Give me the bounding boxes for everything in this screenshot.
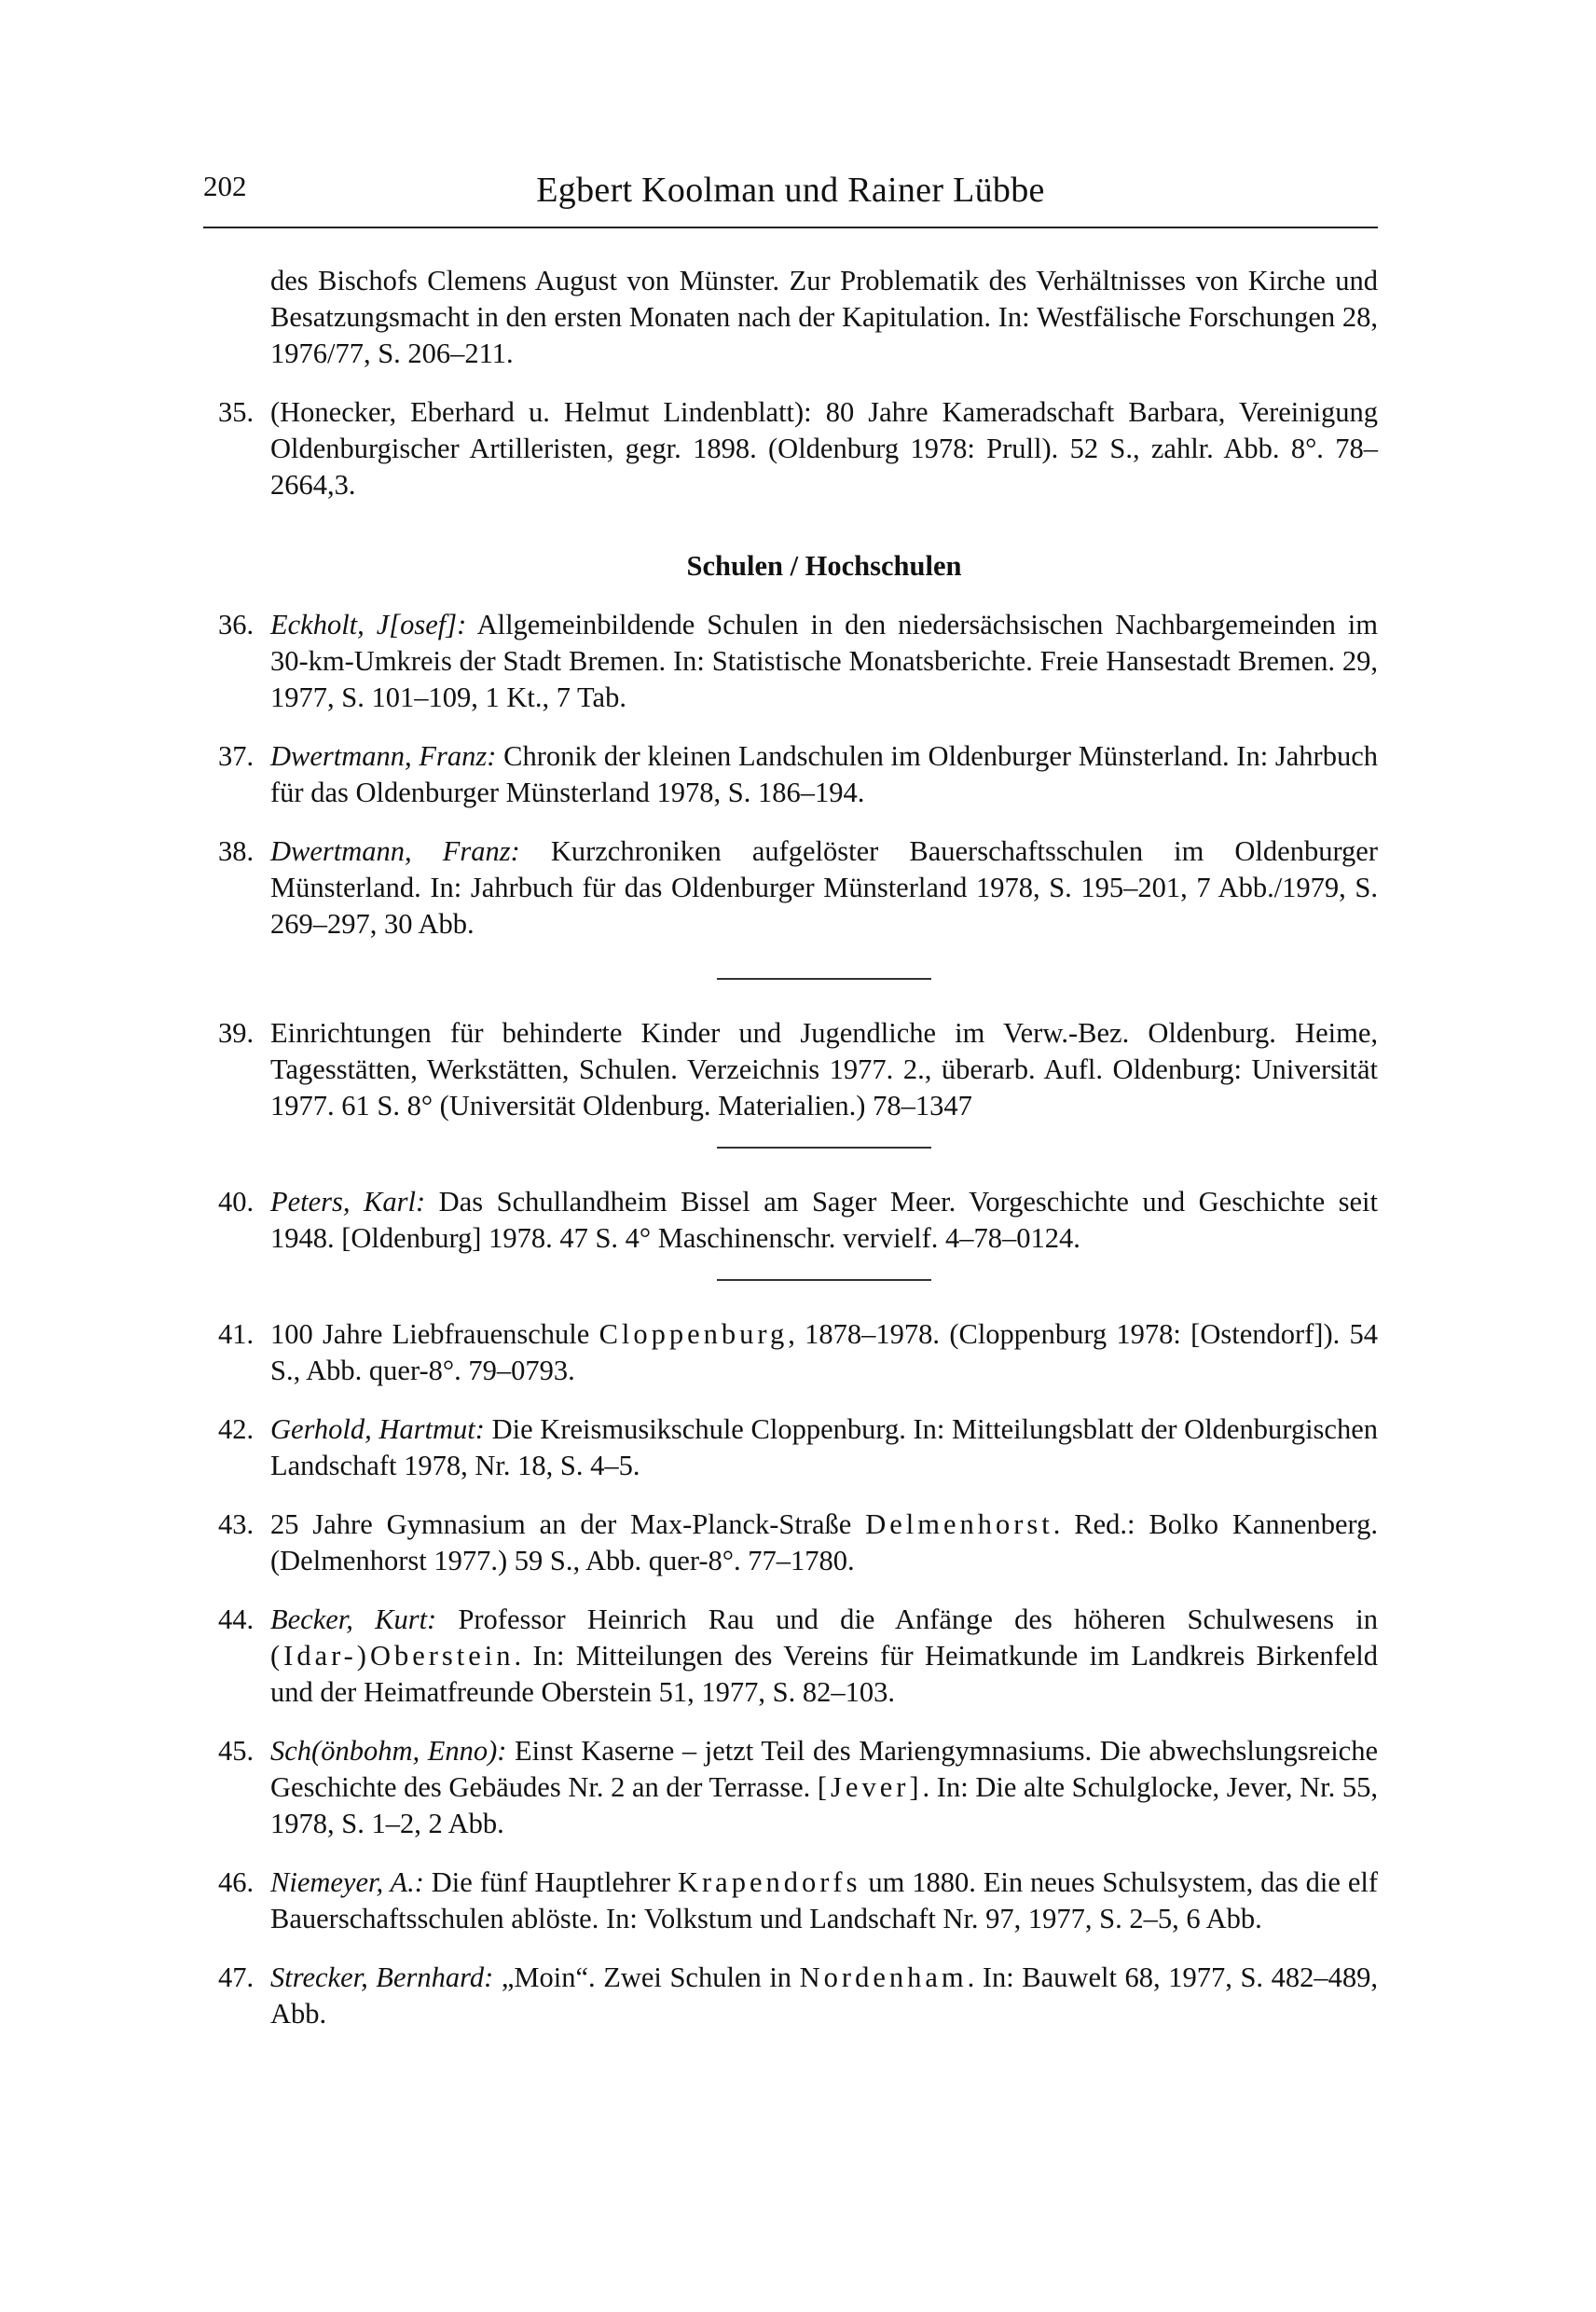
entry-number: 45.	[218, 1735, 255, 1767]
entry-text: 25 Jahre Gymnasium an der Max-Planck-Straße	[270, 1508, 866, 1540]
entry-text: „Moin“. Zwei Schulen in	[493, 1961, 800, 1993]
entry-number: 35.	[218, 396, 255, 428]
bib-entry-47	[203, 1960, 1378, 2032]
entry-number: 37.	[218, 740, 255, 772]
separator-rule	[717, 978, 931, 980]
bib-entry-38	[203, 833, 1378, 943]
entry-author: Eckholt, J[osef]:	[270, 609, 467, 640]
entry-text: Die fünf Hauptlehrer	[423, 1866, 678, 1898]
separator-rule	[717, 1279, 931, 1281]
spaced-place-name: Delmenhorst	[865, 1508, 1053, 1540]
entry-text: Das Schullandheim Bissel am Sager Meer. Vorgeschichte und Geschichte seit 1948. [Oldenburg] 1978. 47 S. 4° Maschinenschr. vervielf. 4–78–0124.	[270, 1186, 1378, 1254]
entry-author: Sch(önbohm, Enno):	[270, 1735, 507, 1767]
entry-number: 39.	[218, 1017, 255, 1049]
spaced-place-name: Krapendorfs	[678, 1866, 861, 1898]
bib-entry-46	[203, 1865, 1378, 1937]
bib-entry-40	[203, 1184, 1378, 1257]
entry-author: Dwertmann, Franz:	[270, 740, 497, 772]
entry-number: 44.	[218, 1603, 255, 1635]
entry-text: . In: Die alte Schulglocke, Jever, Nr. 55, 1978, S. 1–2, 2 Abb.	[270, 1771, 1378, 1839]
bib-entry-37	[203, 738, 1378, 811]
entry-number: 43.	[218, 1508, 255, 1540]
entry-author: Niemeyer, A.:	[270, 1866, 424, 1898]
bib-entry-45	[203, 1733, 1378, 1842]
running-head: Egbert Koolman und Rainer Lübbe	[536, 171, 1045, 210]
entry-number: 47.	[218, 1961, 255, 1993]
page-number: 202	[203, 170, 247, 202]
entry-text: Einst Kaserne – jetzt Teil des Mariengymnasiums. Die abwechslungsreiche Geschichte des Gebäudes Nr. 2 an der Terrasse.	[270, 1735, 1378, 1803]
entry-author: Dwertmann, Franz:	[270, 835, 520, 867]
bibliography-list	[203, 263, 1378, 2032]
entry-number: 38.	[218, 835, 255, 867]
entry-text: . Red.: Bolko Kannenberg. (Delmenhorst 1977.) 59 S., Abb. quer-8°. 77–1780.	[270, 1508, 1378, 1576]
entry-text: . In: Mitteilungen des Vereins für Heimatkunde im Landkreis Birkenfeld und der Heimatfreunde Oberstein 51, 1977, S. 82–103.	[270, 1640, 1378, 1708]
continuation-text: des Bischofs Clemens August von Münster. Zur Problematik des Verhältnisses von Kirche und Besatzungsmacht in den ersten Monaten nach der Kapitulation. In: Westfälische Forschungen 28, 1976/77, S. 206–211.	[270, 265, 1378, 369]
entry-text: Einrichtungen für behinderte Kinder und Jugendliche im Verw.-Bez. Oldenburg. Heime, Tagesstätten, Werkstätten, Schulen. Verzeichnis 1977. 2., überarb. Aufl. Oldenburg: Universität 1977. 61 S. 8° (Universität Oldenburg. Materialien.) 78–1347	[270, 1017, 1378, 1122]
entry-author: Strecker, Bernhard:	[270, 1961, 494, 1993]
entry-number: 36.	[218, 609, 255, 640]
entry-text: Professor Heinrich Rau und die Anfänge des höheren Schulwesens in	[436, 1603, 1378, 1635]
entry-text: Chronik der kleinen Landschulen im Oldenburger Münsterland. In: Jahrbuch für das Oldenburger Münsterland 1978, S. 186–194.	[270, 740, 1378, 808]
spaced-place-name: (Idar-)Oberstein	[270, 1640, 515, 1672]
entry-text: Die Kreismusikschule Cloppenburg. In: Mitteilungsblatt der Oldenburgischen Landschaft 1978, Nr. 18, S. 4–5.	[270, 1413, 1378, 1481]
spaced-place-name: Cloppenburg	[598, 1318, 789, 1350]
entry-number: 46.	[218, 1866, 255, 1898]
bib-entry-36	[203, 607, 1378, 716]
entry-text: Kurzchroniken aufgelöster Bauerschaftsschulen im Oldenburger Münsterland. In: Jahrbuch für das Oldenburger Münsterland 1978, S. 195–201, 7 Abb./1979, S. 269–297, 30 Abb.	[270, 835, 1378, 940]
bib-entry-39	[203, 1015, 1378, 1124]
entry-number: 41.	[218, 1318, 255, 1350]
spaced-place-name: [Jever]	[817, 1771, 923, 1803]
entry-text: Allgemeinbildende Schulen in den niedersächsischen Nachbargemeinden im 30-km-Umkreis der Stadt Bremen. In: Statistische Monatsberichte. Freie Hansestadt Bremen. 29, 1977, S. 101–109, 1 Kt., 7 Tab.	[270, 609, 1379, 713]
header-rule	[203, 227, 1378, 228]
entry-number: 40.	[218, 1186, 255, 1218]
entry-text: 100 Jahre Liebfrauenschule	[270, 1318, 599, 1350]
spaced-place-name: Nordenham	[799, 1961, 968, 1993]
entry-text: (Honecker, Eberhard u. Helmut Lindenblatt): 80 Jahre Kameradschaft Barbara, Vereinigung Oldenburgischer Artilleristen, gegr. 1898. (Oldenburg 1978: Prull). 52 S., zahlr. Abb. 8°. 78–2664,3.	[270, 396, 1378, 501]
entry-author: Becker, Kurt:	[270, 1603, 437, 1635]
entry-number: 42.	[218, 1413, 255, 1445]
entry-text: . In: Bauwelt 68, 1977, S. 482–489, Abb.	[270, 1961, 1379, 2030]
entry-author: Gerhold, Hartmut:	[270, 1413, 485, 1445]
bib-entry-35	[203, 394, 1378, 503]
entry-author: Peters, Karl:	[270, 1186, 426, 1218]
bib-entry-41	[203, 1316, 1378, 1389]
separator-rule	[717, 1147, 931, 1149]
bib-entry-44	[203, 1602, 1378, 1711]
entry-text: um 1880. Ein neues Schulsystem, das die elf Bauerschaftsschulen ablöste. In: Volkstum und Landschaft Nr. 97, 1977, S. 2–5, 6 Abb.	[270, 1866, 1378, 1934]
section-heading: Schulen / Hochschulen	[686, 550, 962, 582]
entry-text: , 1878–1978. (Cloppenburg 1978: [Ostendorf]). 54 S., Abb. quer-8°. 79–0793.	[270, 1318, 1378, 1386]
bib-entry-42	[203, 1411, 1378, 1484]
bib-entry-43	[203, 1507, 1378, 1579]
